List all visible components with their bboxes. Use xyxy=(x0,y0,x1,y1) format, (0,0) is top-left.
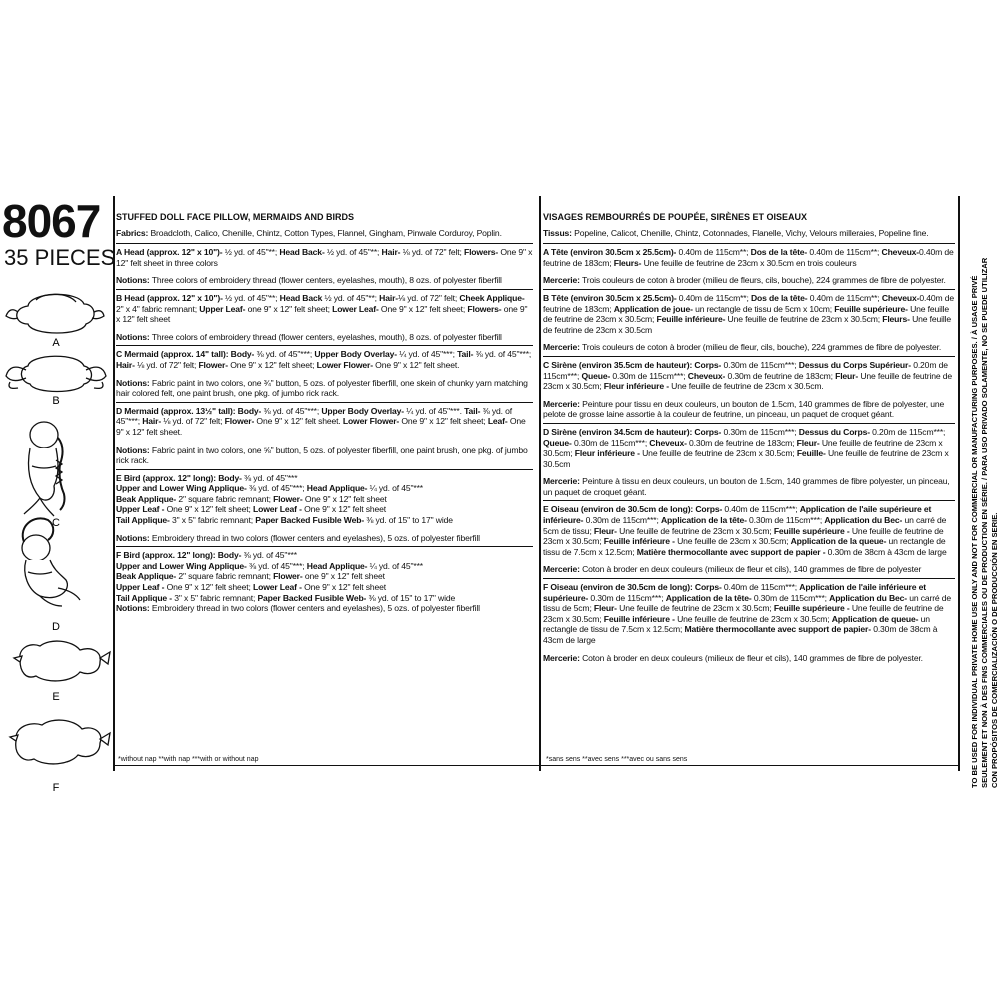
piece-count: 35 PIECES xyxy=(4,245,116,270)
view-d xyxy=(22,518,80,633)
yardage-text: C Mermaid (approx. 14" tall): Body- ⅜ yd. of 45"***; Upper Body Overlay- ¼ yd. of 45"***; Tail- ⅜ yd. of 45"***; Hair- ⅛ yd. of 72" felt; Flower- One 9" x 12" felt sheet; Lower Flower- One 9" x 12" felt sheet. xyxy=(116,349,532,370)
head-pillow-leaves-icon xyxy=(6,356,106,391)
view-requirements xyxy=(116,345,533,398)
view-c xyxy=(24,422,65,529)
yardage-text: E Bird (approx. 12" long): Body- ⅜ yd. of 45"*** Upper and Lower Wing Applique- ⅜ yd. of 45"***; Head Applique- ¼ yd. of 45"*** Beak Applique- 2" square fabric remnant; Flower- One 9" x 12" felt sheet Upper Leaf - One 9" x 12" felt sheet; Lower Leaf - One 9" x 12" felt sheet Tail Applique- 3" x 5" fabric remnant; Paper Backed Fusible Web- ⅜ yd. of 15" to 17" wide xyxy=(116,472,453,526)
notions-text: Mercerie: Trois couleurs de coton à broder (milieu de fleur, cils, bouche), 224 grammes de fibre de polyester. xyxy=(543,342,942,353)
notions-text: Notions: Fabric paint in two colors, one ¾" button, 5 ozs. of polyester fiberfill, one skein of chunky yarn matching hair colored felt, one paint brush, one pkg. of jumbo rick rack. xyxy=(116,377,528,399)
pattern-number: 8067 xyxy=(2,195,101,247)
footnote-rule xyxy=(113,765,959,766)
fabrics-list: Popeline, Calicot, Chenille, Chintz, Cotonnades, Flanelle, Vichy, Velours milleraies, Popeline fine. xyxy=(571,227,929,238)
english-column xyxy=(116,212,533,765)
view-label: D xyxy=(52,621,60,633)
notions-text: Mercerie: Peinture à tissu en deux couleurs, un bouton de 1.5cm, 140 grammes de fibre polyester, un pinceau, un paquet de croquet géant. xyxy=(543,476,950,497)
notions-text: Notions: Fabric paint in two colors, one ⅝" button, 5 ozs. of polyester fiberfill, one paint brush, one pkg. of jumbo rick rack. xyxy=(116,444,528,466)
view-requirements xyxy=(543,423,955,498)
view-label: B xyxy=(52,395,60,407)
view-label: C xyxy=(52,517,60,529)
view-requirements xyxy=(116,546,533,614)
usage-notice-line: CON PROPÓSITOS DE COMERCIALIZACIÓN O DE PRODUCCIÓN EN SERIE. xyxy=(990,512,999,788)
bird-icon xyxy=(14,641,110,681)
divider-left xyxy=(113,196,115,771)
fabrics-label: Fabrics: xyxy=(116,227,149,238)
yardage-text: F Bird (approx. 12" long): Body- ⅜ yd. of 45"*** Upper and Lower Wing Applique- ⅜ yd. of 45"***; Head Applique- ¼ yd. of 45"*** Beak Applique- 2" square fabric remnant; Flower- one 9" x 12" felt sheet Upper Leaf - One 9" x 12" felt sheet; Lower Leaf - One 9" x 12" felt sheet Tail Applique - 3" x 5" fabric remnant; Paper Backed Fusible Web- ⅜ yd. of 15" to 17" wide Notions: Embroidery thread in two colors (flower centers and eyelashes), 5 ozs. of polyester fiberfill xyxy=(116,550,480,614)
notions-text: Mercerie: Trois couleurs de coton à broder (milieu de fleurs, cils, bouche), 224 grammes de fibre de polyester. xyxy=(543,275,946,286)
view-requirements xyxy=(543,500,955,575)
mermaid-icon xyxy=(24,422,65,516)
english-fabrics xyxy=(116,228,533,239)
usage-notice-line: TO BE USED FOR INDIVIDUAL PRIVATE HOME USE ONLY AND NOT FOR COMMERCIAL OR MANUFACTURING PURPOSES. / À USAGE PRIVÉ xyxy=(970,275,979,788)
french-fabrics xyxy=(543,228,955,239)
notions-text: Notions: Three colors of embroidery thread (flower centers, eyelashes, mouth), 8 ozs. of polyester fiberfill xyxy=(116,275,502,286)
view-e xyxy=(14,641,110,703)
divider-middle xyxy=(539,196,541,771)
notions-text: Mercerie: Coton à broder en deux couleurs (milieux de fleur et cils), 140 grammes de fibre de polyester xyxy=(543,564,922,575)
view-a xyxy=(6,294,104,349)
notions-text: Notions: Three colors of embroidery thread (flower centers, eyelashes, mouth), 8 ozs. of polyester fiberfill xyxy=(116,331,502,342)
view-requirements xyxy=(543,356,955,420)
usage-notice xyxy=(967,200,999,790)
view-requirements xyxy=(543,243,955,286)
french-column xyxy=(543,212,955,765)
view-requirements xyxy=(116,289,533,342)
yardage-text: D Sirène (environ 34.5cm de hauteur): Corps- 0.30m de 115cm***; Dessus du Corps- 0.20m de 115cm***; Queue- 0.30m de 115cm***; Cheveux- 0.30m de feutrine de 183cm; Fleur- Une feuille de feutrine de 23cm x 30.5cm; Fleur inférieure - Une feuille de feutrine de 23cm x 30.5cm; Feuille- Une feuille de feutrine de 23cm x 30.5cm xyxy=(543,426,949,469)
view-b xyxy=(6,356,106,407)
yardage-text: D Mermaid (approx. 13½" tall): Body- ⅜ yd. of 45"***; Upper Body Overlay- ¼ yd. of 45"***. Tail- ⅜ yd. of 45"***; Hair- ⅛ yd. of 72" felt; Flower- One 9" x 12" felt sheet. Lower Flower- One 9" x 12" felt sheet; Leaf- One 9" x 12" felt sheet. xyxy=(116,405,526,437)
yardage-text: E Oiseau (environ de 30.5cm de long): Corps- 0.40m de 115cm***; Application de l'aile supérieure et inférieure- 0.30m de 115cm***; Application de la tête- 0.30m de 115cm***; Application du Bec- un carré de 5cm de tissu; Fleur- Une feuille de feutrine de 23cm x 30.5cm; Feuille supérieure - Une feuille de feutrine de 23cm x 30.5cm; Feuille inférieure - Une feuille de 23cm x 30.5cm; Application de la queue- un rectangle de tissu de 7.5cm x 12.5cm; Matière thermocollante avec support de papier - 0.30m de 38cm à 43cm de large xyxy=(543,504,947,557)
english-title: STUFFED DOLL FACE PILLOW, MERMAIDS AND BIRDS xyxy=(116,212,354,222)
french-title: VISAGES REMBOURRÉS DE POUPÉE, SIRÈNES ET OISEAUX xyxy=(543,212,808,222)
yardage-text: A Tête (environ 30.5cm x 25.5cm)- 0.40m de 115cm**; Dos de la tête- 0.40m de 115cm**; Cheveux-0.40m de feutrine de 183cm; Fleurs- Une feuille de feutrine de 23cm x 30.5cm en trois couleurs xyxy=(543,247,954,268)
mermaid-icon xyxy=(22,518,80,606)
view-requirements xyxy=(116,243,533,286)
view-label: E xyxy=(52,691,60,703)
head-pillow-icon xyxy=(6,294,104,333)
yardage-text: C Sirène (environ 35.5cm de hauteur): Corps- 0.30m de 115cm***; Dessus du Corps Supérieur- 0.20m de 115cm***; Queue- 0.30m de 115cm***; Cheveux- 0.30m de feutrine de 183cm; Fleur- Une feuille de feutrine de 23cm x 30.5cm; Fleur inférieure - Une feuille de feutrine de 23cm x 30.5cm. xyxy=(543,359,952,392)
french-footnote: *sans sens **avec sens ***avec ou sans sens xyxy=(546,756,688,763)
yardage-text: A Head (approx. 12" x 10")- ½ yd. of 45"**; Head Back- ½ yd. of 45"**; Hair- ⅛ yd. of 72" felt; Flowers- One 9" x 12" felt sheet in three colors xyxy=(116,247,533,268)
yardage-text: B Tête (environ 30.5cm x 25.5cm)- 0.40m de 115cm**; Dos de la tête- 0.40m de 115cm**; Cheveux-0.40m de feutrine de 183cm; Application de joue- un rectangle de tissu de 5cm x 10cm; Feuille supérieure- Une feuille de feutrine de 23cm x 30.5cm; Feuille inférieure- Une feuille de feutrine de 23cm x 30.5cm; Fleurs- Une feuille de feutrine de 23cm x 30.5cm xyxy=(543,292,954,335)
english-footnote: *without nap **with nap ***with or without nap xyxy=(118,756,259,763)
notions-text: Mercerie: Peinture pour tissu en deux couleurs, un bouton de 1.5cm, 140 grammes de fibre de polyester, une pelote de grosse laine assortie à la couleur de feutrine, un pinceau, un paquet de croquet géant. xyxy=(543,398,945,420)
bird-icon xyxy=(10,720,110,764)
view-label: F xyxy=(52,782,60,794)
yardage-text: B Head (approx. 12" x 10")- ½ yd. of 45"**; Head Back ½ yd. of 45"**; Hair-⅛ yd. of 72" felt; Cheek Applique- 2" x 4" fabric remnant; Upper Leaf- one 9" x 12" felt sheet; Lower Leaf- One 9" x 12" felt sheet; Flowers- one 9" x 12" felt sheet xyxy=(116,292,528,325)
fabrics-list: Broadcloth, Calico, Chenille, Chintz, Cotton Types, Flannel, Gingham, Pinwale Corduroy, Poplin. xyxy=(148,227,502,238)
view-requirements xyxy=(116,469,533,544)
view-requirements xyxy=(543,578,955,663)
notions-text: Mercerie: Coton à broder en deux couleurs (milieux de fleur et cils), 140 grammes de fibre de polyester. xyxy=(543,652,923,663)
usage-notice-line: SEULEMENT ET NON À DES FINS COMMERCIALES OU DE PRODUCTION EN SÉRIE. / PARA USO PRIVADO SOLAMENTE, NO SE PUEDE UTILIZAR xyxy=(980,257,989,788)
view-sketches xyxy=(0,290,112,710)
divider-right xyxy=(958,196,960,771)
view-label: A xyxy=(52,337,60,349)
notions-text: Notions: Embroidery thread in two colors (flower centers and eyelashes), 5 ozs. of polyester fiberfill xyxy=(116,532,480,543)
view-requirements xyxy=(543,289,955,353)
fabrics-label: Tissus: xyxy=(543,227,572,238)
yardage-text: F Oiseau (environ de 30.5cm de long): Corps- 0.40m de 115cm***; Application de l'aile inférieure et supérieure- 0.30m de 115cm***; Application de la tête- 0.30m de 115cm***; Application du Bec- un carré de tissu de 5cm; Fleur- Une feuille de feutrine de 23cm x 30.5cm; Feuille supérieure - Une feuille de feutrine de 23cm x 30.5cm; Feuille inférieure - Une feuille de feutrine de 23cm x 30.5cm; Application de queue- un rectangle de tissu de 7.5cm x 12.5cm; Matière thermocollante avec support de papier- 0.30m de 38cm à 43cm de large xyxy=(543,582,952,645)
view-requirements xyxy=(116,402,533,466)
view-f xyxy=(0,715,112,800)
